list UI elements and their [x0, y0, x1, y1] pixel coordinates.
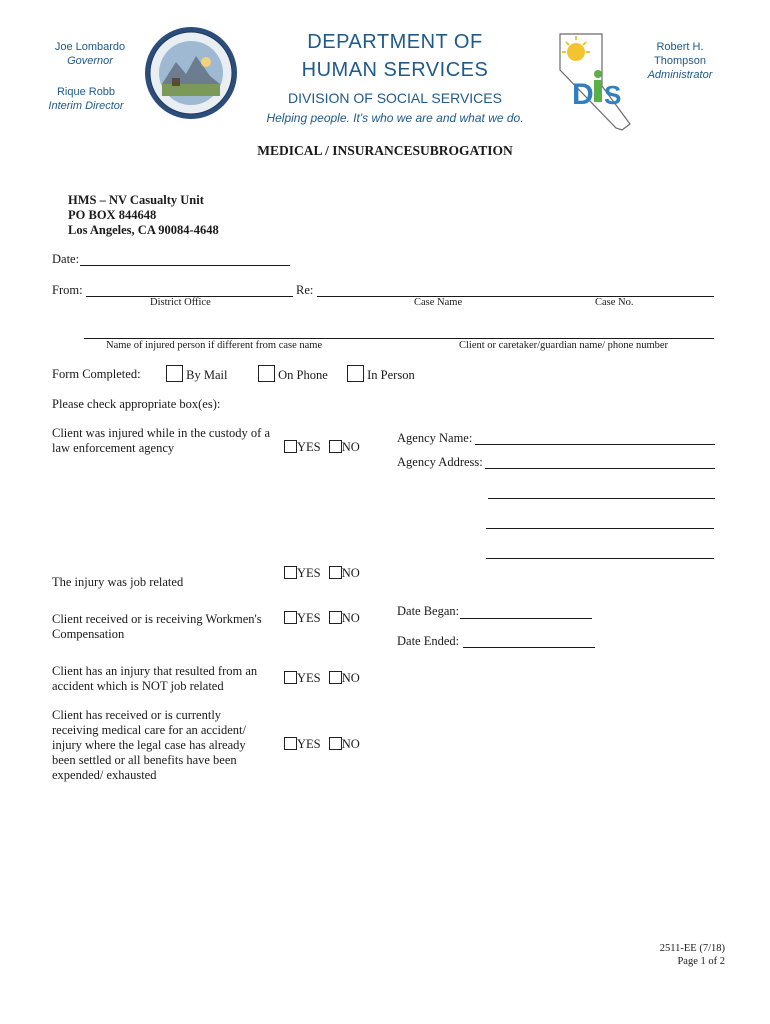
re-field[interactable]: [317, 296, 714, 297]
in-person-label: In Person: [367, 368, 415, 382]
dept-line1: DEPARTMENT OF: [307, 31, 483, 53]
from-label: From:: [52, 283, 83, 297]
date-ended-label: Date Ended:: [397, 634, 460, 648]
date-label: Date:: [52, 252, 80, 266]
q2-text: The injury was job related: [52, 575, 184, 589]
q1-no-checkbox[interactable]: [329, 440, 342, 453]
division-name: DIVISION OF SOCIAL SERVICES: [288, 90, 502, 106]
q4-no-label: NO: [341, 671, 360, 685]
q2-no-checkbox[interactable]: [329, 566, 342, 579]
agency-address-field-3[interactable]: [486, 528, 714, 529]
agency-address-field-2[interactable]: [488, 498, 715, 499]
re-label: Re:: [296, 283, 314, 297]
state-seal-icon: [144, 26, 238, 120]
governor-block: [40, 40, 140, 68]
q3-text: Client received or is receiving Workmen's Compensation: [52, 612, 262, 641]
director-name: Rique Robb: [56, 86, 116, 98]
q4-text: Client has an injury that resulted from an accident which is NOT job related: [52, 664, 258, 693]
case-name-caption: Case Name: [414, 297, 463, 308]
district-office-caption: District Office: [150, 297, 211, 308]
date-began-field[interactable]: [460, 618, 592, 619]
q3-yes-label: YES: [297, 611, 321, 625]
q1-answers: [284, 440, 360, 455]
q3-answers: [284, 611, 360, 626]
q4-no-checkbox[interactable]: [329, 671, 342, 684]
q1-no-label: NO: [341, 440, 360, 454]
q4-yes-label: YES: [297, 671, 321, 685]
governor-title: Governor: [67, 55, 113, 67]
q5-no-checkbox[interactable]: [329, 737, 342, 750]
client-caption: Client or caretaker/guardian name/ phone number: [459, 340, 669, 351]
date-began-label: Date Began:: [397, 604, 460, 618]
q4-yes-checkbox[interactable]: [284, 671, 297, 684]
q4-answers: [284, 671, 360, 686]
q5-text: Client has received or is currently receiving medical care for an accident/ injury where the legal case has already been settled or all benefits have been expended/ exhausted: [52, 708, 246, 782]
q5-yes-label: YES: [297, 737, 321, 751]
admin-title: Administrator: [647, 69, 713, 81]
form-completed-label: Form Completed:: [52, 367, 141, 381]
svg-text:S: S: [604, 80, 622, 110]
injured-person-field[interactable]: [84, 338, 714, 339]
tagline: Helping people. It's who we are and what we do.: [266, 111, 524, 125]
recipient-address: [68, 193, 219, 238]
by-mail-option[interactable]: [166, 365, 227, 383]
page-number: Page 1 of 2: [677, 956, 725, 967]
date-ended-field[interactable]: [463, 647, 595, 648]
in-person-option[interactable]: [347, 365, 415, 383]
dept-line2: HUMAN SERVICES: [301, 59, 489, 81]
form-number: 2511-EE (7/18): [659, 943, 725, 954]
q5-no-label: NO: [341, 737, 360, 751]
q1-yes-label: YES: [297, 440, 321, 454]
admin-block: [630, 40, 730, 82]
q3-no-checkbox[interactable]: [329, 611, 342, 624]
dept-title: [275, 28, 515, 84]
check-instruction: Please check appropriate box(es):: [52, 397, 221, 411]
q1-text: Client was injured while in the custody of a law enforcement agency: [52, 426, 271, 455]
q1-yes-checkbox[interactable]: [284, 440, 297, 453]
director-title: Interim Director: [48, 100, 124, 112]
injured-caption: Name of injured person if different from case name: [106, 340, 323, 351]
address-line-1: HMS – NV Casualty Unit: [68, 193, 204, 207]
q5-answers: [284, 737, 360, 752]
q2-answers: [284, 566, 360, 581]
agency-name-field[interactable]: [475, 444, 715, 445]
admin-name: Robert H. Thompson: [654, 41, 706, 67]
director-block: [36, 85, 136, 113]
address-line-2: PO BOX 844648: [68, 208, 157, 222]
governor-name: Joe Lombardo: [54, 41, 126, 53]
on-phone-option[interactable]: [258, 365, 328, 383]
in-person-checkbox[interactable]: [347, 365, 364, 382]
q3-no-label: NO: [341, 611, 360, 625]
on-phone-checkbox[interactable]: [258, 365, 275, 382]
agency-address-label: Agency Address:: [397, 455, 483, 469]
footer: [660, 942, 725, 968]
agency-address-field-4[interactable]: [486, 558, 714, 559]
on-phone-label: On Phone: [278, 368, 328, 382]
q2-yes-checkbox[interactable]: [284, 566, 297, 579]
case-no-caption: Case No.: [595, 297, 634, 308]
q2-no-label: NO: [341, 566, 360, 580]
by-mail-checkbox[interactable]: [166, 365, 183, 382]
agency-name-label: Agency Name:: [397, 431, 473, 445]
q2-yes-label: YES: [297, 566, 321, 580]
form-title: MEDICAL / INSURANCESUBROGATION: [257, 143, 513, 158]
date-field[interactable]: [80, 265, 290, 266]
svg-text:D: D: [572, 78, 594, 111]
by-mail-label: By Mail: [186, 368, 228, 382]
q3-yes-checkbox[interactable]: [284, 611, 297, 624]
agency-address-field-1[interactable]: [485, 468, 715, 469]
dhs-logo-icon: [556, 30, 632, 134]
address-line-3: Los Angeles, CA 90084-4648: [68, 223, 219, 237]
q5-yes-checkbox[interactable]: [284, 737, 297, 750]
